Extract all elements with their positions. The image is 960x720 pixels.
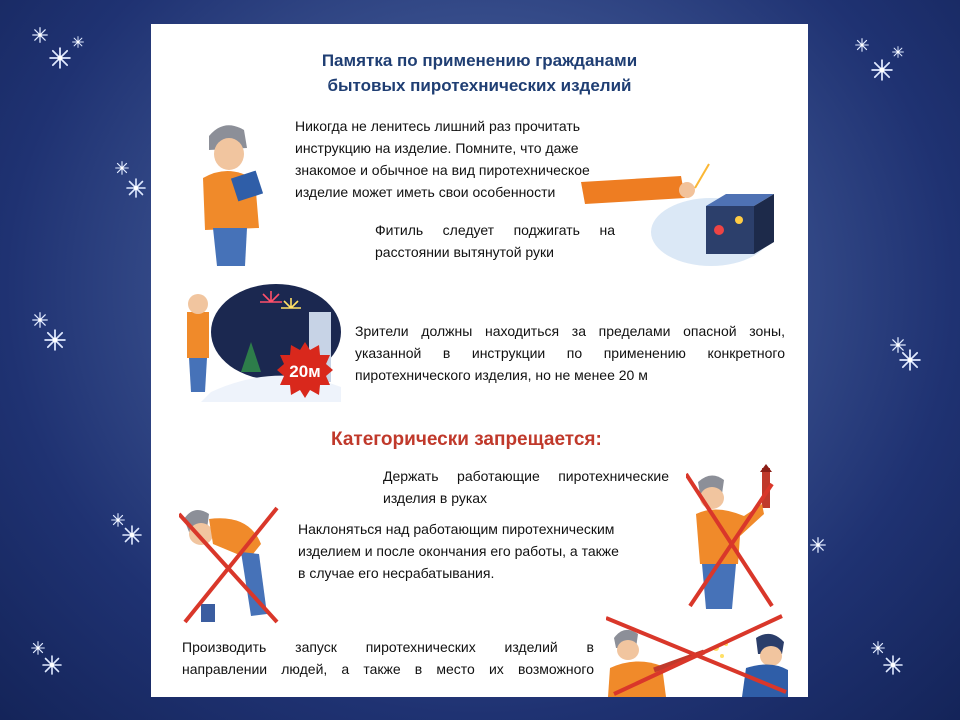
distance-badge bbox=[277, 342, 333, 398]
holding-rocket-crossed-illustration bbox=[686, 464, 776, 614]
title-line-2: бытовых пиротехнических изделий bbox=[327, 76, 632, 95]
hold-text: Держать работающие пиротехнические изделия в руках bbox=[383, 468, 669, 506]
direction-text: Производить запуск пиротехнических изделий в направлении людей, а также в место их возможного bbox=[182, 639, 594, 677]
man-reading-illustration bbox=[189, 118, 274, 266]
spectators-text: Зрители должны находиться за пределами опасной зоны, указанной в инструкции по применению конкретного пиротехнического изделия, но не менее 20 м bbox=[355, 323, 785, 383]
safety-leaflet bbox=[151, 24, 808, 697]
prohibited-heading: Категорически запрещается: bbox=[331, 429, 602, 450]
leaning-man-crossed-illustration bbox=[179, 484, 279, 624]
distance-badge-label: 20м bbox=[289, 362, 321, 381]
lean-text: Наклоняться над работающим пиротехническим изделием и после окончания его работы, а также в случае его несрабатывания. bbox=[298, 521, 619, 581]
fuse-text: Фитиль следует поджигать на расстоянии вытянутой руки bbox=[375, 222, 615, 260]
page-title bbox=[151, 48, 808, 98]
aiming-at-people-crossed-illustration bbox=[606, 608, 788, 697]
title-line-1: Памятка по применению гражданами bbox=[321, 51, 638, 70]
instruction-text: Никогда не ленитесь лишний раз прочитать инструкцию на изделие. Помните, что даже знакомое и обычное на вид пиротехническое изделие может иметь свои особенности bbox=[295, 118, 590, 200]
